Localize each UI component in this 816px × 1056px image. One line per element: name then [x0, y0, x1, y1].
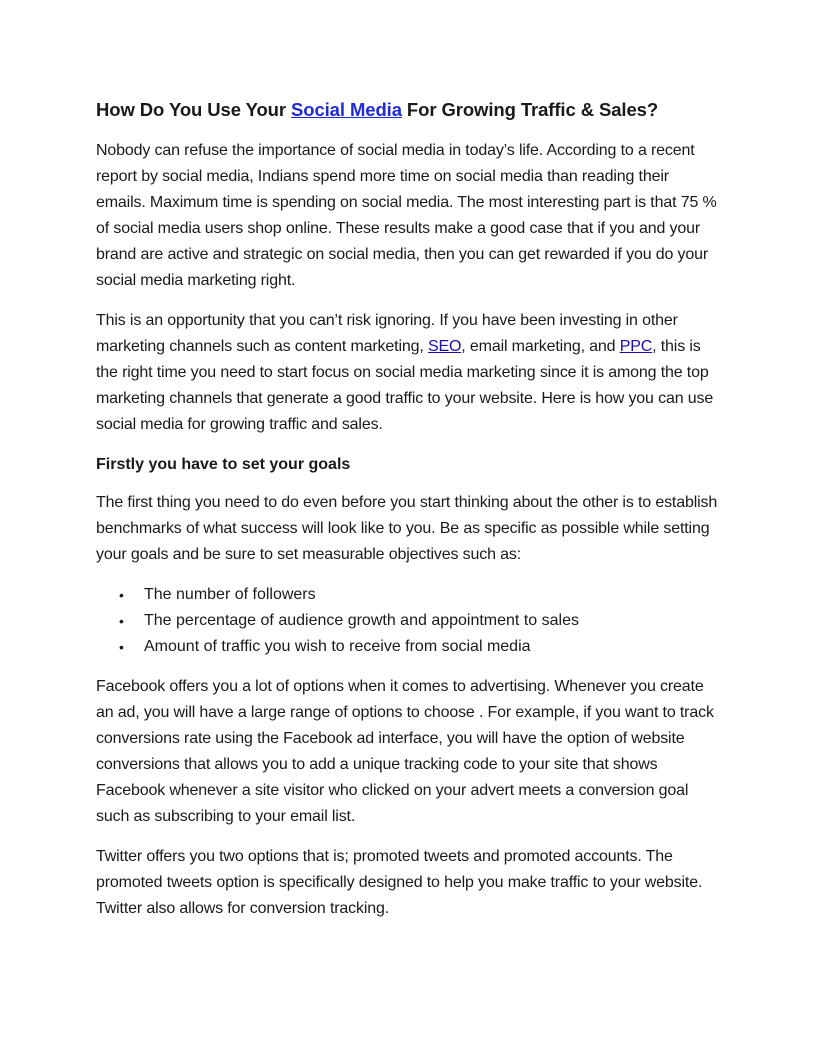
document-page: [96, 96, 720, 936]
twitter-paragraph: Twitter offers you two options that is; promoted tweets and promoted accounts. The promoted tweets option is specifically designed to help you make traffic to your website. Twitter also allows for conversion tracking.: [96, 848, 703, 917]
intro-paragraph: Nobody can refuse the importance of social media in today’s life. According to a recent report by social media, Indians spend more time on social media than reading their emails. Maximum time is spending on social media. The most interesting part is that 75 % of social media users shop online. These results make a good case that if you and your brand are active and strategic on social media, then you can get rewarded if you do your social media marketing right.: [96, 142, 717, 289]
opportunity-text-2: , email marketing, and: [461, 338, 620, 355]
list-item: [119, 634, 720, 660]
list-item-text: The percentage of audience growth and appointment to sales: [144, 612, 579, 629]
bullet-icon: •: [119, 639, 124, 655]
seo-link[interactable]: SEO: [427, 338, 462, 355]
goals-subheading: Firstly you have to set your goals: [96, 456, 351, 473]
ppc-link[interactable]: PPC: [619, 338, 653, 355]
opportunity-text-3: , this is the right time you need to start focus on social media marketing since it is among the top marketing channels that generate a good traffic to your website. Here is how you can use social media for growing traffic and sales.: [96, 338, 714, 433]
bullet-icon: •: [119, 587, 124, 603]
facebook-paragraph: Facebook offers you a lot of options when it comes to advertising. Whenever you create an ad, you will have a large range of options to choose . For example, if you want to track conversions rate using the Facebook ad interface, you will have the option of website conversions that allows you to add a unique tracking code to your site that shows Facebook whenever a site visitor who clicked on your advert meets a conversion goal such as subscribing to your email list.: [96, 678, 714, 825]
list-item: [119, 608, 720, 634]
list-item-text: Amount of traffic you wish to receive from social media: [144, 638, 531, 655]
bullet-icon: •: [119, 613, 124, 629]
social-media-link[interactable]: Social Media: [291, 99, 402, 120]
list-item-text: The number of followers: [144, 586, 316, 603]
goals-list: [96, 582, 720, 660]
title-suffix: For Growing Traffic & Sales?: [401, 99, 659, 120]
list-item: [119, 582, 720, 608]
opportunity-text-1: This is an opportunity that you can’t risk ignoring. If you have been investing in other marketing channels such as content marketing,: [96, 312, 678, 355]
page-title: [96, 96, 720, 124]
opportunity-paragraph: [96, 308, 720, 438]
goals-paragraph: The first thing you need to do even before you start thinking about the other is to establish benchmarks of what success will look like to you. Be as specific as possible while setting your goals and be sure to set measurable objectives such as:: [96, 494, 718, 563]
title-prefix: How Do You Use Your: [96, 99, 292, 120]
